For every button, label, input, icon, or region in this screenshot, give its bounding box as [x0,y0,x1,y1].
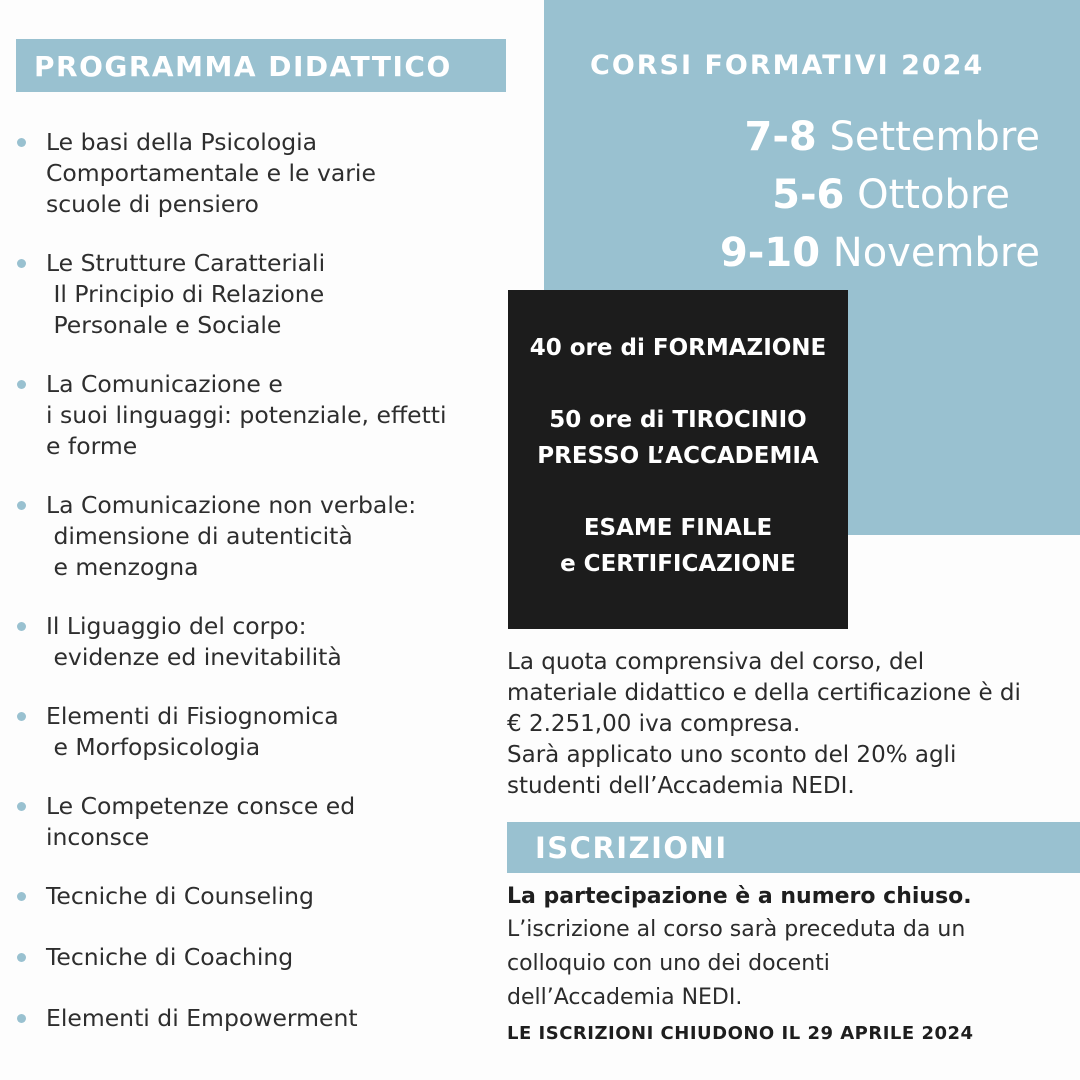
list-item [14,490,494,583]
list-item-text: Le Competenze consce ed inconsce [46,792,356,851]
course-info-lines [508,330,848,582]
fee-description [507,647,1067,802]
hours-tirocinio: 50 ore di TIROCINIO [549,407,807,433]
bullet-icon [17,501,26,510]
bullet-icon [17,802,26,811]
programma-header [16,39,506,92]
date-line [560,166,1010,224]
list-item [14,1003,494,1034]
bullet-icon [17,622,26,631]
certification: e CERTIFICAZIONE [560,551,796,577]
list-item-text: La Comunicazione non verbale: dimensione di autenticità e menzogna [46,491,417,581]
hours-formazione: 40 ore di FORMAZIONE [529,335,827,361]
list-item [14,942,494,973]
date-line [560,224,1040,282]
tirocinio-location: PRESSO L’ACCADEMIA [537,443,819,469]
iscrizioni-header [507,822,1080,873]
list-item-text: Tecniche di Coaching [46,943,294,971]
list-item-text: La Comunicazione e i suoi linguaggi: potenziale, effetti e forme [46,370,447,460]
bullet-icon [17,892,26,901]
date-days: 9-10 [719,230,821,276]
iscrizioni-text [507,881,1067,1044]
date-month: Novembre [832,230,1040,276]
list-item-text: Tecniche di Counseling [46,882,314,910]
list-item-text: Elementi di Fisiognomica e Morfopsicologia [46,702,339,761]
date-line [560,108,1040,166]
list-item [14,611,494,673]
bullet-icon [17,712,26,721]
courses-title: CORSI FORMATIVI 2024 [590,50,985,81]
list-item-text: Le Strutture Caratteriali Il Principio di Relazione Personale e Sociale [46,249,326,339]
list-item [14,369,494,462]
list-item [14,127,494,220]
list-item [14,881,494,912]
bullet-icon [17,953,26,962]
bullet-icon [17,259,26,268]
date-month: Settembre [829,114,1040,160]
fee-line: studenti dell’Accademia NEDI. [507,773,855,799]
iscrizioni-line: dell’Accademia NEDI. [507,985,743,1010]
list-item-text: Il Liguaggio del corpo: evidenze ed inevitabilità [46,612,342,671]
iscrizioni-title: ISCRIZIONI [535,831,728,865]
course-info-box [508,290,848,629]
list-item-text: Le basi della Psicologia Comportamentale e le varie scuole di pensiero [46,128,376,218]
final-exam: ESAME FINALE [583,515,773,541]
list-item [14,701,494,763]
list-item [14,248,494,341]
programma-title: PROGRAMMA DIDATTICO [34,50,452,83]
registration-deadline: LE ISCRIZIONI CHIUDONO IL 29 APRILE 2024 [507,1023,974,1044]
list-item-text: Elementi di Empowerment [46,1004,358,1032]
iscrizioni-lines [507,913,1067,1015]
bullet-icon [17,1014,26,1023]
iscrizioni-line: colloquio con uno dei docenti [507,951,830,976]
fee-line: materiale didattico e della certificazione è di [507,680,1021,706]
bullet-icon [17,138,26,147]
fee-line: La quota comprensiva del corso, del [507,649,925,675]
date-days: 5-6 [772,172,845,218]
program-list [14,127,494,1034]
bullet-icon [17,380,26,389]
fee-line: Sarà applicato uno sconto del 20% agli [507,742,957,768]
list-item [14,791,494,853]
course-dates [560,108,1040,282]
limited-participation: La partecipazione è a numero chiuso. [507,884,972,909]
fee-line: € 2.251,00 iva compresa. [507,711,801,737]
iscrizioni-line: L’iscrizione al corso sarà preceduta da un [507,917,966,942]
date-days: 7-8 [744,114,817,160]
date-month: Ottobre [857,172,1010,218]
